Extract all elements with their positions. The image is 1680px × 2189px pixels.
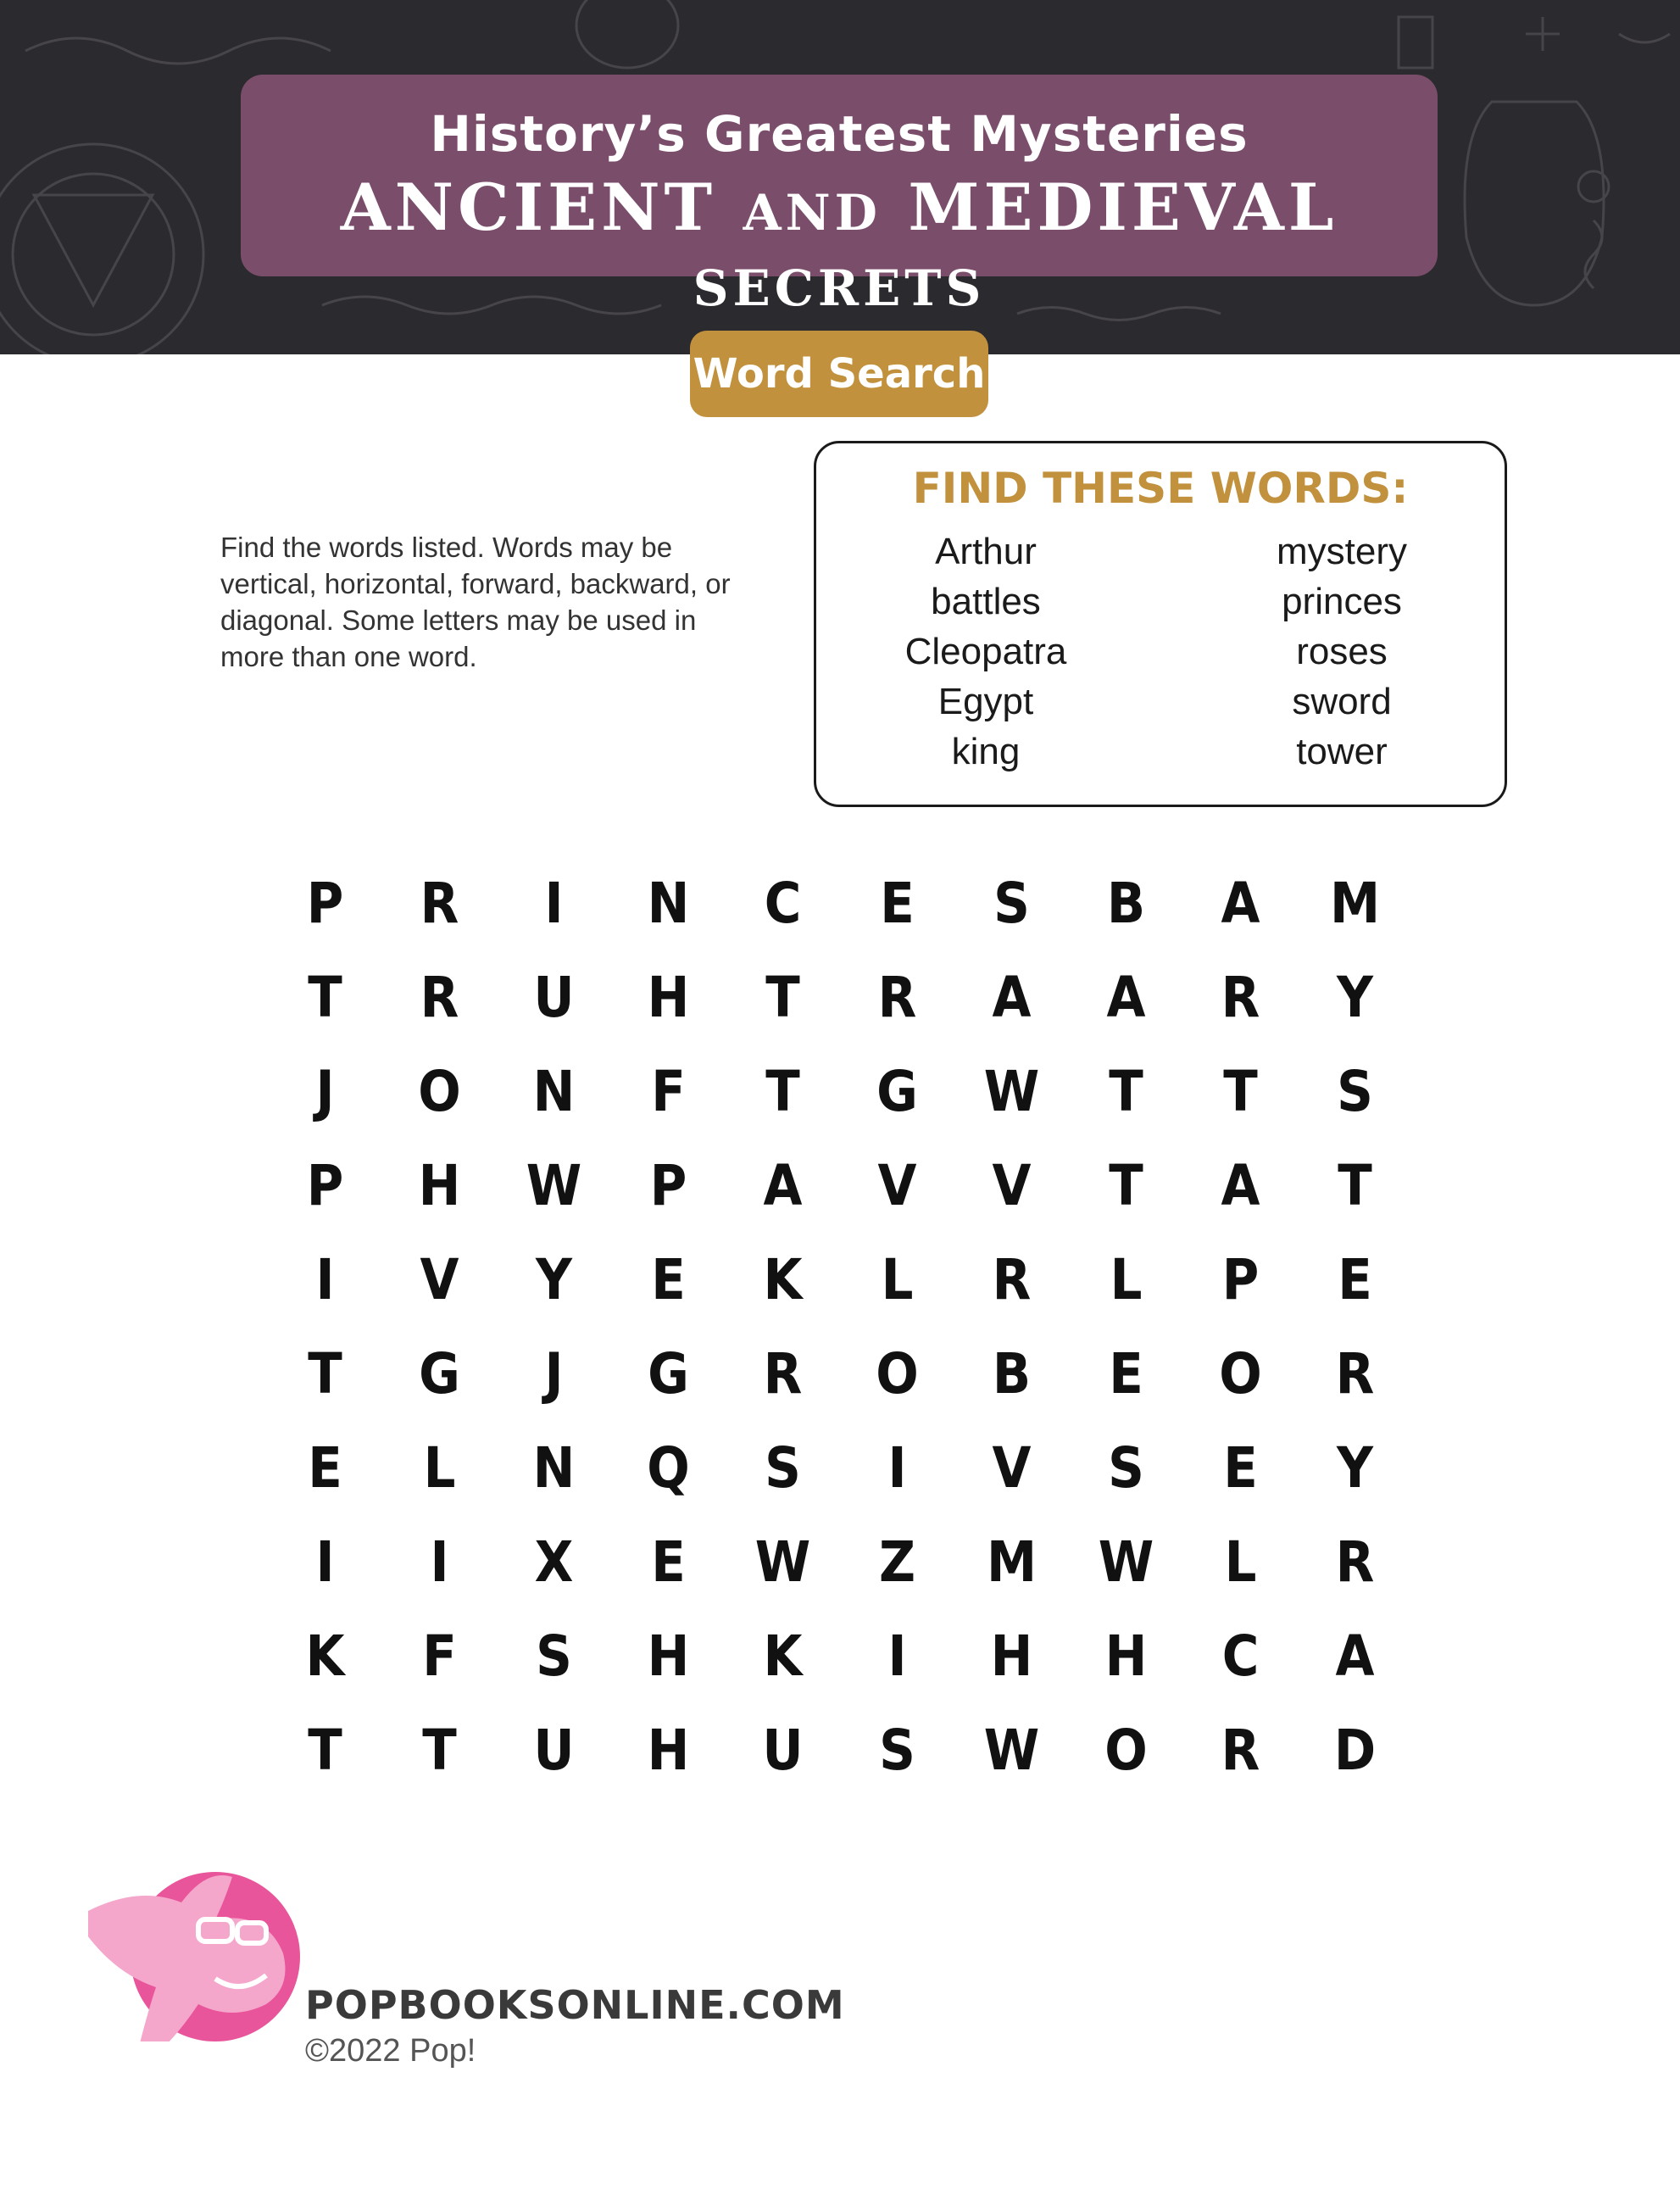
grid-letter[interactable]: E bbox=[1223, 1435, 1258, 1501]
grid-letter[interactable]: A bbox=[1221, 871, 1260, 936]
grid-letter[interactable]: A bbox=[992, 965, 1032, 1030]
grid-letter[interactable]: T bbox=[308, 1718, 342, 1783]
grid-letter[interactable]: U bbox=[533, 965, 575, 1030]
grid-letter[interactable]: O bbox=[1104, 1718, 1148, 1783]
word-list-box bbox=[814, 441, 1507, 807]
grid-letter[interactable]: V bbox=[992, 1435, 1032, 1501]
grid-letter[interactable]: S bbox=[993, 871, 1030, 936]
grid-letter[interactable]: W bbox=[983, 1059, 1040, 1124]
grid-letter[interactable]: H bbox=[647, 965, 690, 1030]
grid-letter[interactable]: A bbox=[1335, 1624, 1375, 1689]
grid-letter[interactable]: P bbox=[306, 871, 344, 936]
grid-letter[interactable]: B bbox=[992, 1341, 1032, 1406]
grid-letter[interactable]: I bbox=[887, 1624, 907, 1689]
word-list-item: battles bbox=[931, 581, 1041, 622]
word-list-item: Arthur bbox=[935, 531, 1037, 572]
grid-letter[interactable]: G bbox=[648, 1341, 689, 1406]
grid-letter[interactable]: I bbox=[430, 1529, 449, 1595]
grid-letter[interactable]: R bbox=[420, 871, 459, 936]
word-list-left bbox=[859, 526, 1113, 777]
grid-letter[interactable]: P bbox=[649, 1153, 687, 1218]
grid-letter[interactable]: I bbox=[544, 871, 564, 936]
grid-letter[interactable]: L bbox=[423, 1435, 456, 1501]
grid-letter[interactable]: D bbox=[1333, 1718, 1377, 1783]
instructions-text: Find the words listed. Words may be vertical, horizontal, forward, backward, or diagonal. Some letters may be used in more than one word. bbox=[220, 532, 731, 672]
grid-letter[interactable]: N bbox=[532, 1435, 576, 1501]
grid-letter[interactable]: B bbox=[1106, 871, 1146, 936]
grid-letter[interactable]: F bbox=[651, 1059, 686, 1124]
grid-letter[interactable]: M bbox=[986, 1529, 1037, 1595]
grid-letter[interactable]: N bbox=[647, 871, 690, 936]
copyright-text: ©2022 Pop! bbox=[305, 2033, 476, 2069]
grid-letter[interactable]: K bbox=[763, 1247, 803, 1312]
grid-letter[interactable]: W bbox=[1098, 1529, 1154, 1595]
grid-letter[interactable]: S bbox=[879, 1718, 915, 1783]
word-list-item: tower bbox=[1296, 731, 1388, 772]
title-banner bbox=[241, 75, 1438, 317]
grid-letter[interactable]: A bbox=[763, 1153, 803, 1218]
grid-letter[interactable]: R bbox=[992, 1247, 1032, 1312]
grid-letter[interactable]: N bbox=[532, 1059, 576, 1124]
grid-letter[interactable]: I bbox=[315, 1529, 335, 1595]
grid-letter[interactable]: T bbox=[765, 965, 800, 1030]
grid-letter[interactable]: L bbox=[1224, 1529, 1257, 1595]
grid-letter[interactable]: J bbox=[544, 1341, 564, 1406]
word-list-item: Cleopatra bbox=[904, 631, 1067, 672]
grid-letter[interactable]: R bbox=[1221, 1718, 1260, 1783]
grid-letter[interactable]: T bbox=[1223, 1059, 1258, 1124]
grid-letter[interactable]: T bbox=[422, 1718, 457, 1783]
grid-letter[interactable]: T bbox=[1109, 1059, 1143, 1124]
grid-letter[interactable]: T bbox=[1109, 1153, 1143, 1218]
grid-letter[interactable]: U bbox=[762, 1718, 804, 1783]
grid-letter[interactable]: Y bbox=[1336, 1435, 1374, 1501]
grid-letter[interactable]: E bbox=[1109, 1341, 1143, 1406]
grid-letter[interactable]: P bbox=[1221, 1247, 1260, 1312]
grid-letter[interactable]: S bbox=[1337, 1059, 1373, 1124]
grid-letter[interactable]: M bbox=[1329, 871, 1381, 936]
word-list-item: roses bbox=[1296, 631, 1388, 672]
grid-letter[interactable]: W bbox=[526, 1153, 582, 1218]
grid-letter[interactable]: C bbox=[1221, 1624, 1260, 1689]
grid-letter[interactable]: L bbox=[881, 1247, 914, 1312]
grid-letter[interactable]: F bbox=[422, 1624, 457, 1689]
grid-letter[interactable]: W bbox=[754, 1529, 811, 1595]
letter-grid bbox=[268, 856, 1412, 1797]
grid-letter[interactable]: H bbox=[647, 1624, 690, 1689]
grid-letter[interactable]: R bbox=[1335, 1529, 1375, 1595]
word-list-right bbox=[1215, 526, 1469, 777]
grid-letter[interactable]: Y bbox=[535, 1247, 573, 1312]
grid-letter[interactable]: T bbox=[308, 965, 342, 1030]
grid-letter[interactable]: U bbox=[533, 1718, 575, 1783]
word-list-title: FIND THESE WORDS: bbox=[912, 464, 1409, 513]
grid-letter[interactable]: H bbox=[1104, 1624, 1148, 1689]
grid-letter[interactable]: R bbox=[1335, 1341, 1375, 1406]
grid-letter[interactable]: H bbox=[990, 1624, 1033, 1689]
grid-letter[interactable]: T bbox=[765, 1059, 800, 1124]
word-list-item: sword bbox=[1292, 681, 1392, 722]
word-list-item: Egypt bbox=[937, 681, 1034, 722]
grid-letter[interactable]: A bbox=[1221, 1153, 1260, 1218]
grid-letter[interactable]: V bbox=[877, 1153, 917, 1218]
grid-letter[interactable]: H bbox=[647, 1718, 690, 1783]
grid-letter[interactable]: E bbox=[651, 1247, 686, 1312]
grid-letter[interactable]: R bbox=[877, 965, 917, 1030]
series-title: History’s Greatest Mysteries bbox=[430, 105, 1249, 163]
grid-letter[interactable]: R bbox=[1221, 965, 1260, 1030]
grid-letter[interactable]: T bbox=[308, 1341, 342, 1406]
grid-letter[interactable]: O bbox=[876, 1341, 919, 1406]
book-title-ancient: ANCIENT bbox=[340, 170, 717, 245]
grid-letter[interactable]: S bbox=[1108, 1435, 1144, 1501]
grid-letter[interactable]: J bbox=[315, 1059, 335, 1124]
grid-letter[interactable]: G bbox=[876, 1059, 918, 1124]
grid-letter[interactable]: P bbox=[306, 1153, 344, 1218]
grid-letter[interactable]: O bbox=[1219, 1341, 1262, 1406]
book-title-secrets: SECRETS bbox=[693, 259, 986, 317]
grid-letter[interactable]: E bbox=[308, 1435, 342, 1501]
grid-letter[interactable]: W bbox=[983, 1718, 1040, 1783]
grid-letter[interactable]: I bbox=[887, 1435, 907, 1501]
grid-letter[interactable]: V bbox=[420, 1247, 459, 1312]
book-title bbox=[241, 170, 1438, 320]
word-search-badge: Word Search bbox=[690, 331, 988, 417]
grid-letter[interactable]: Z bbox=[878, 1529, 916, 1595]
grid-letter[interactable]: H bbox=[418, 1153, 461, 1218]
grid-letter[interactable]: E bbox=[651, 1529, 686, 1595]
grid-letter[interactable]: A bbox=[1106, 965, 1146, 1030]
grid-letter[interactable]: R bbox=[763, 1341, 803, 1406]
word-list-item: mystery bbox=[1277, 531, 1407, 572]
grid-letter[interactable]: Y bbox=[1336, 965, 1374, 1030]
grid-letter[interactable]: S bbox=[765, 1435, 801, 1501]
grid-letter[interactable]: O bbox=[418, 1059, 461, 1124]
grid-letter[interactable]: K bbox=[305, 1624, 345, 1689]
grid-letter[interactable]: Q bbox=[647, 1435, 690, 1501]
grid-letter[interactable]: E bbox=[1338, 1247, 1372, 1312]
grid-letter[interactable]: R bbox=[420, 965, 459, 1030]
book-title-medieval: MEDIEVAL bbox=[908, 170, 1338, 245]
grid-letter[interactable]: C bbox=[764, 871, 802, 936]
grid-letter[interactable]: L bbox=[1110, 1247, 1143, 1312]
word-list-item: king bbox=[951, 731, 1021, 772]
website-link[interactable]: POPBOOKSONLINE.COM bbox=[305, 1982, 845, 2028]
book-title-and: AND bbox=[743, 184, 882, 242]
grid-letter[interactable]: S bbox=[536, 1624, 572, 1689]
word-list-item: princes bbox=[1282, 581, 1402, 622]
pop-kangaroo-logo-icon bbox=[88, 1869, 305, 2041]
grid-letter[interactable]: G bbox=[419, 1341, 460, 1406]
grid-letter[interactable]: V bbox=[992, 1153, 1032, 1218]
grid-letter[interactable]: T bbox=[1338, 1153, 1372, 1218]
grid-letter[interactable]: I bbox=[315, 1247, 335, 1312]
grid-letter[interactable]: E bbox=[880, 871, 915, 936]
grid-letter[interactable]: X bbox=[534, 1529, 574, 1595]
grid-letter[interactable]: K bbox=[763, 1624, 803, 1689]
